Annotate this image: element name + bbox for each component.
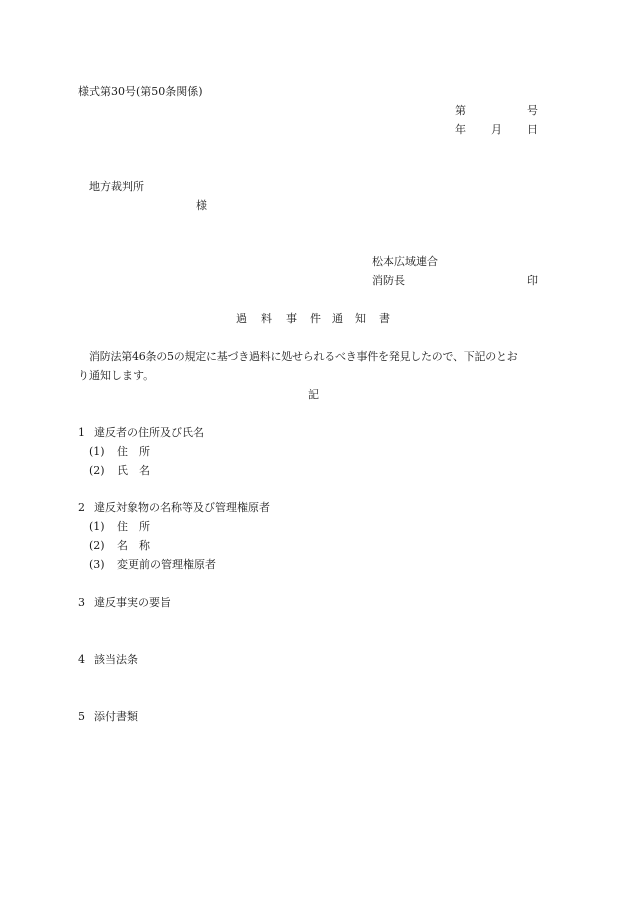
section-2-title: 違反対象物の名称等及び管理権原者 bbox=[94, 501, 270, 514]
title-char-3: 事 bbox=[286, 312, 297, 325]
addressee-honorific: 様 bbox=[196, 199, 207, 212]
section-2-item-3-label: 変更前の管理権原者 bbox=[117, 558, 216, 571]
section-2-item-3-number: (3) bbox=[89, 558, 105, 571]
section-2-item-2-label: 名 称 bbox=[117, 539, 150, 552]
number-prefix: 第 bbox=[455, 104, 466, 117]
section-3-title: 違反事実の要旨 bbox=[94, 596, 171, 609]
title-char-4: 件 bbox=[310, 312, 321, 325]
form-label: 様式第30号(第50条関係) bbox=[78, 85, 203, 98]
ki-marker: 記 bbox=[308, 388, 319, 401]
body-line-2: り通知します。 bbox=[78, 369, 155, 382]
section-1-item-1-label: 住 所 bbox=[117, 445, 150, 458]
section-2-item-1-label: 住 所 bbox=[117, 520, 150, 533]
section-5-number: 5 bbox=[78, 710, 85, 723]
title-char-6: 知 bbox=[355, 312, 366, 325]
date-day: 日 bbox=[527, 123, 538, 136]
seal-mark: 印 bbox=[527, 274, 538, 287]
addressee-court: 地方裁判所 bbox=[89, 180, 144, 193]
section-1-title: 違反者の住所及び氏名 bbox=[94, 426, 204, 439]
date-year: 年 bbox=[455, 123, 466, 136]
number-suffix: 号 bbox=[527, 104, 538, 117]
sender-organization: 松本広域連合 bbox=[372, 255, 438, 268]
section-1-item-2-number: (2) bbox=[89, 464, 105, 477]
section-2-item-2-number: (2) bbox=[89, 539, 105, 552]
section-5-title: 添付書類 bbox=[94, 710, 138, 723]
section-2-number: 2 bbox=[78, 501, 85, 514]
section-4-title: 該当法条 bbox=[94, 653, 138, 666]
section-1-number: 1 bbox=[78, 426, 85, 439]
sender-title: 消防長 bbox=[372, 274, 405, 287]
body-line-1: 消防法第46条の5の規定に基づき過料に処せられるべき事件を発見したので、下記のとお bbox=[89, 350, 518, 363]
section-2-item-1-number: (1) bbox=[89, 520, 105, 533]
section-1-item-1-number: (1) bbox=[89, 445, 105, 458]
title-char-5: 通 bbox=[332, 312, 343, 325]
title-char-1: 過 bbox=[236, 312, 247, 325]
date-month: 月 bbox=[491, 123, 502, 136]
section-3-number: 3 bbox=[78, 596, 85, 609]
section-1-item-2-label: 氏 名 bbox=[117, 464, 150, 477]
title-char-7: 書 bbox=[379, 312, 390, 325]
section-4-number: 4 bbox=[78, 653, 85, 666]
title-char-2: 料 bbox=[261, 312, 272, 325]
